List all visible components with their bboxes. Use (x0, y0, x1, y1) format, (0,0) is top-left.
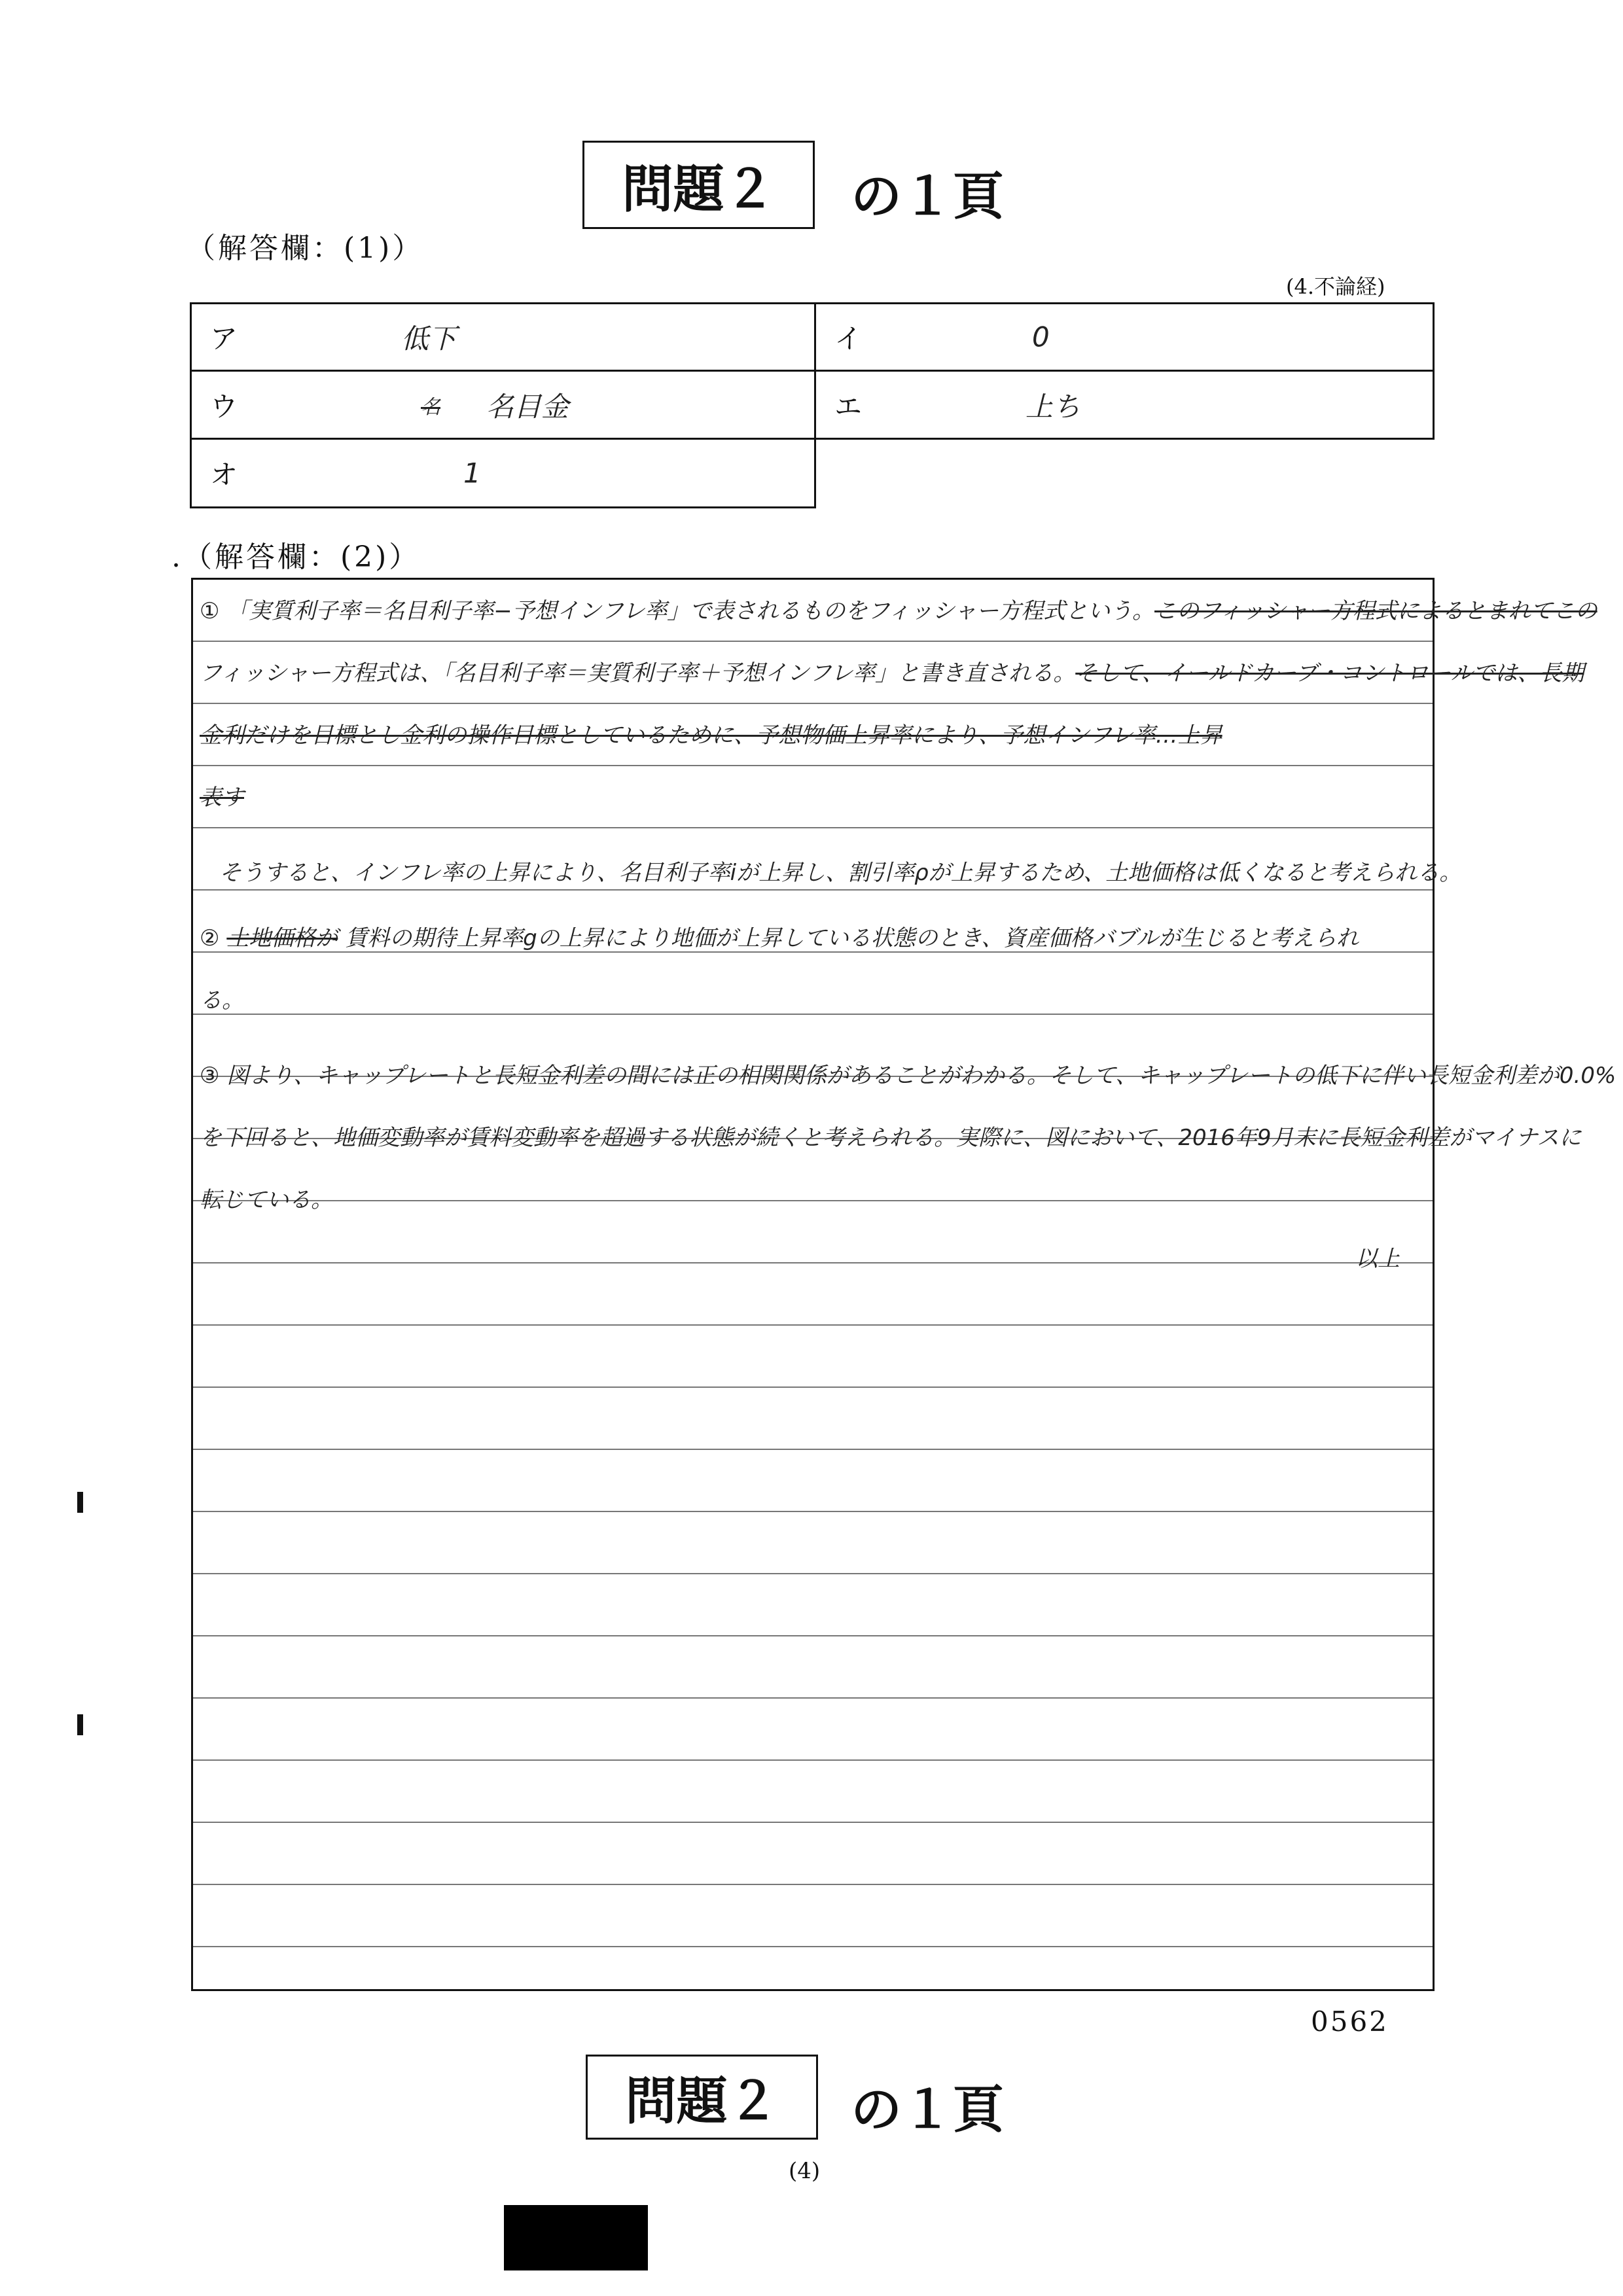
essay-line-2: フィッシャー方程式は、「名目利子率＝実質利子率＋予想インフレ率」と書き直される。そして、イールドカーブ・コントロールでは、長期 (200, 660, 1584, 686)
cell-i-answer: 0 (1032, 321, 1050, 353)
cell-a-label: ア (210, 323, 238, 355)
answer-grid-1 (190, 302, 1435, 508)
cell-u-label: ウ (210, 390, 238, 423)
essay-line-3: 金利だけを目標とし金利の操作目標としているために、予想物価上昇率により、予想インフレ率…上昇 (200, 722, 1222, 749)
essay-line-9: を下回ると、地価変動率が賃料変動率を超過する状態が続くと考えられる。実際に、図において、2016年9月末に長短金利差がマイナスに (200, 1125, 1582, 1151)
cell-u-struck: 名 (421, 395, 440, 419)
essay-line-8: ③ 図より、キャップレートと長短金利差の間には正の相関関係があることがわかる。そして、キャップレートの低下に伴い長短金利差が0.0% (200, 1063, 1616, 1089)
section1-label: （解答欄：(1)） (187, 232, 424, 265)
essay-line-4: 表す (200, 785, 244, 811)
registration-mark-2 (77, 1714, 83, 1735)
footer-question-title-box (586, 2055, 818, 2140)
essay-answer-box (191, 578, 1616, 1991)
cell-a (190, 302, 816, 372)
cell-i-label: イ (834, 323, 863, 355)
cell-a-answer: 低下 (401, 323, 457, 355)
subject-note: (4.不論経) (1286, 274, 1385, 299)
footer-question-title: 問題２ (625, 2072, 779, 2131)
cell-e (814, 370, 1435, 440)
cell-e-answer: 上ち (1026, 390, 1081, 423)
question-title-box (582, 141, 815, 229)
essay-line-1: ① 「実質利子率＝名目利子率−予想インフレ率」で表されるものをフィッシャー方程式という。このフィッシャー方程式によるとまれてこの (200, 598, 1597, 624)
essay-closing: 以上 (1355, 1246, 1400, 1272)
page-number: (4) (789, 2158, 821, 2184)
essay-line-10: 転じている。 (200, 1187, 333, 1213)
cell-u (190, 370, 816, 440)
footer-page-suffix: の１頁 (851, 2081, 1005, 2140)
question-title: 問題２ (622, 160, 776, 219)
cell-u-answer: 名目金 (486, 390, 569, 423)
page-suffix: の１頁 (851, 168, 1005, 226)
cell-o (190, 438, 816, 508)
redaction-bar (504, 2205, 648, 2270)
registration-mark-1 (77, 1492, 83, 1513)
cell-o-label: オ (210, 459, 238, 491)
cell-i (814, 302, 1435, 372)
sheet-code: 0562 (1311, 2005, 1389, 2038)
cell-e-label: エ (834, 390, 863, 423)
essay-line-7: る。 (200, 987, 244, 1014)
essay-line-6: ② 土地価格が 賃料の期待上昇率gの上昇により地価が上昇している状態のとき、資産価格バブルが生じると考えられ (200, 925, 1359, 951)
cell-o-answer: 1 (463, 457, 481, 489)
section2-label: .（解答欄：(2)） (171, 540, 421, 574)
essay-line-5: そうすると、インフレ率の上昇により、名目利子率iが上昇し、割引率ρが上昇するため、土地価格は低くなると考えられる。 (219, 860, 1462, 886)
